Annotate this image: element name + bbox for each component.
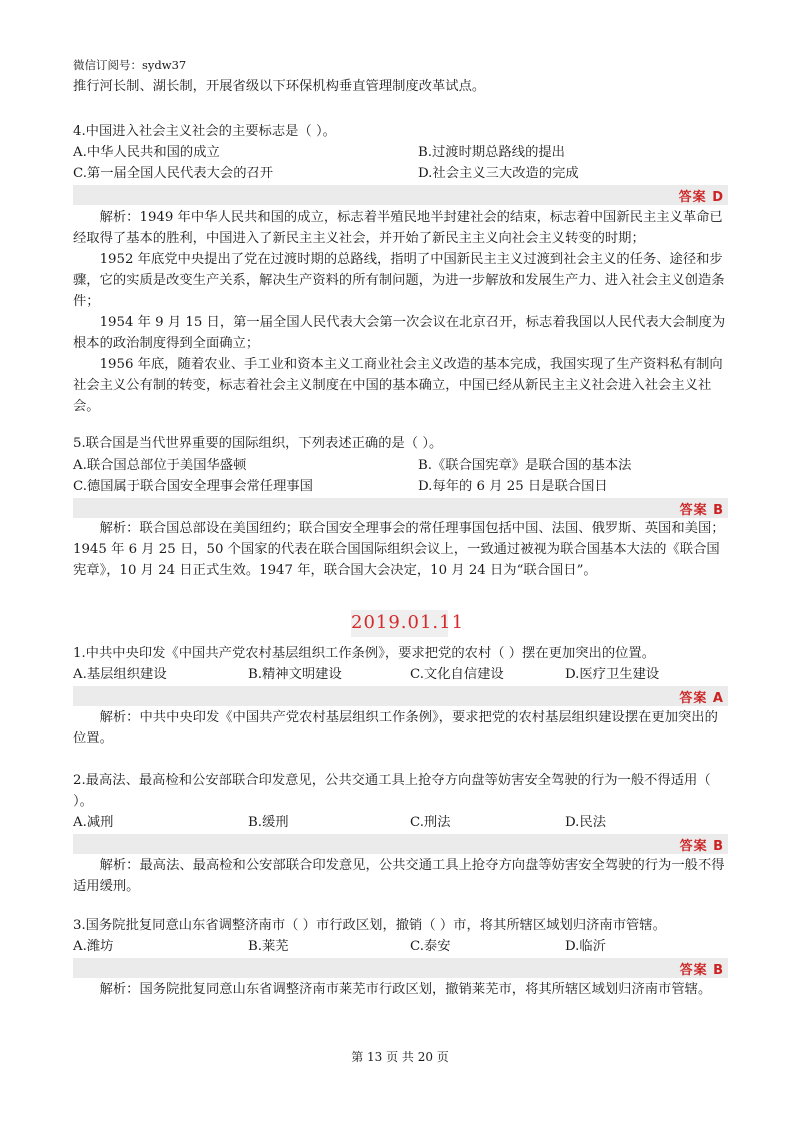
- option-b: B.精神文明建设: [248, 667, 342, 682]
- explanation-paragraph: 1954 年 9 月 15 日，第一届全国人民代表大会第一次会议在北京召开，标志着我国以人民代表大会制度为根本的政治制度得到全面确立；: [73, 315, 726, 351]
- explanation-paragraph: 解析：中共中央印发《中国共产党农村基层组织工作条例》，要求把党的农村基层组织建设摆在更加突出的位置。: [73, 710, 718, 746]
- answer-bar: [73, 498, 728, 518]
- explanation-paragraph: 解析：国务院批复同意山东省调整济南市莱芜市行政区划，撤销莱芜市，将其所辖区域划归济南市管辖。: [99, 982, 712, 997]
- question-2: 2.最高法、最高检和公安部联合印发意见，公共交通工具上抢夺方向盘等妨害安全驾驶的行为一般不得适用（ ）。: [73, 773, 711, 809]
- option-a: A.潍坊: [73, 939, 114, 954]
- option-c: C.文化自信建设: [410, 667, 504, 682]
- answer-label: 答案 D: [678, 190, 724, 205]
- subscription-header: 微信订阅号：sydw37: [73, 58, 187, 72]
- option-d: D.医疗卫生建设: [565, 667, 660, 682]
- explanation-paragraph: 解析：最高法、最高检和公安部联合印发意见，公共交通工具上抢夺方向盘等妨害安全驾驶的行为一般不得适用缓刑。: [73, 858, 725, 894]
- option-d: D.临沂: [565, 939, 607, 954]
- option-a: A.基层组织建设: [73, 667, 167, 682]
- question-4: 4.中国进入社会主义社会的主要标志是（ ）。: [73, 124, 336, 139]
- page-footer: 第 13 页 共 20 页: [351, 1050, 449, 1064]
- answer-bar: [73, 834, 728, 854]
- explanation-paragraph: 1952 年底党中央提出了党在过渡时期的总路线，指明了中国新民主主义过渡到社会主义的任务、途径和步骤，它的实质是改变生产关系，解决生产资料的所有制问题，为进一步解放和发展生产力、进入社会主义创造条件；: [73, 252, 725, 309]
- answer-label: 答案 A: [679, 691, 724, 706]
- answer-bar: [73, 185, 728, 205]
- answer-label: 答案 B: [679, 839, 724, 854]
- explanation-paragraph: 解析：1949 年中华人民共和国的成立，标志着半殖民地半封建社会的结束，标志着中国新民主主义革命已经取得了基本的胜利，中国进入了新民主主义社会，并开始了新民主主义向社会主义转变的时期；: [73, 210, 723, 246]
- question-4-options: [73, 142, 728, 184]
- option-d: D.民法: [565, 815, 607, 830]
- option-d: D.每年的 6 月 25 日是联合国日: [418, 479, 608, 494]
- question-5-options: [73, 455, 728, 497]
- answer-bar: [73, 686, 728, 706]
- option-c: C.泰安: [410, 939, 451, 954]
- date-heading-box: [351, 610, 465, 637]
- question-2-options: [73, 812, 728, 833]
- continued-text: 推行河长制、湖长制，开展省级以下环保机构垂直管理制度改革试点。: [73, 79, 486, 94]
- option-a: A.联合国总部位于美国华盛顿: [73, 458, 247, 473]
- option-c: C.刑法: [410, 815, 451, 830]
- date-heading: 2019.01.11: [351, 612, 465, 633]
- question-3: 3.国务院批复同意山东省调整济南市（ ）市行政区划，撤销（ ）市，将其所辖区域划归济南市管辖。: [73, 918, 666, 933]
- option-a: A.中华人民共和国的成立: [73, 145, 220, 160]
- option-a: A.减刑: [73, 815, 114, 830]
- question-1: 1.中共中央印发《中国共产党农村基层组织工作条例》，要求把党的农村（ ）摆在更加突出的位置。: [73, 646, 656, 661]
- option-b: B.《联合国宪章》是联合国的基本法: [418, 458, 632, 473]
- option-b: B.莱芜: [248, 939, 289, 954]
- answer-label: 答案 B: [679, 503, 724, 518]
- option-b: B.过渡时期总路线的提出: [418, 145, 565, 160]
- option-b: B.缓刑: [248, 815, 289, 830]
- option-d: D.社会主义三大改造的完成: [418, 166, 579, 181]
- question-5: 5.联合国是当代世界重要的国际组织，下列表述正确的是（ ）。: [73, 436, 443, 451]
- question-1-options: [73, 664, 728, 685]
- question-3-options: [73, 936, 728, 957]
- option-c: C.第一届全国人民代表大会的召开: [73, 166, 274, 181]
- answer-label: 答案 B: [679, 963, 724, 978]
- option-c: C.德国属于联合国安全理事会常任理事国: [73, 479, 313, 494]
- explanation-paragraph: 1956 年底，随着农业、手工业和资本主义工商业社会主义改造的基本完成，我国实现了生产资料私有制向社会主义公有制的转变，标志着社会主义制度在中国的基本确立，中国已经从新民主主义社会进入社会主义社会。: [73, 357, 723, 414]
- explanation-paragraph: 解析：联合国总部设在美国纽约；联合国安全理事会的常任理事国包括中国、法国、俄罗斯、英国和美国；1945 年 6 月 25 日，50 个国家的代表在联合国国际组织会议上，一致通过被视为联合国基本大法的《联合国宪章》，10 月 24 日正式生效。1947 年，联合国大会决定，10 月 24 日为“联合国日”。: [73, 521, 725, 578]
- answer-bar: [73, 958, 728, 978]
